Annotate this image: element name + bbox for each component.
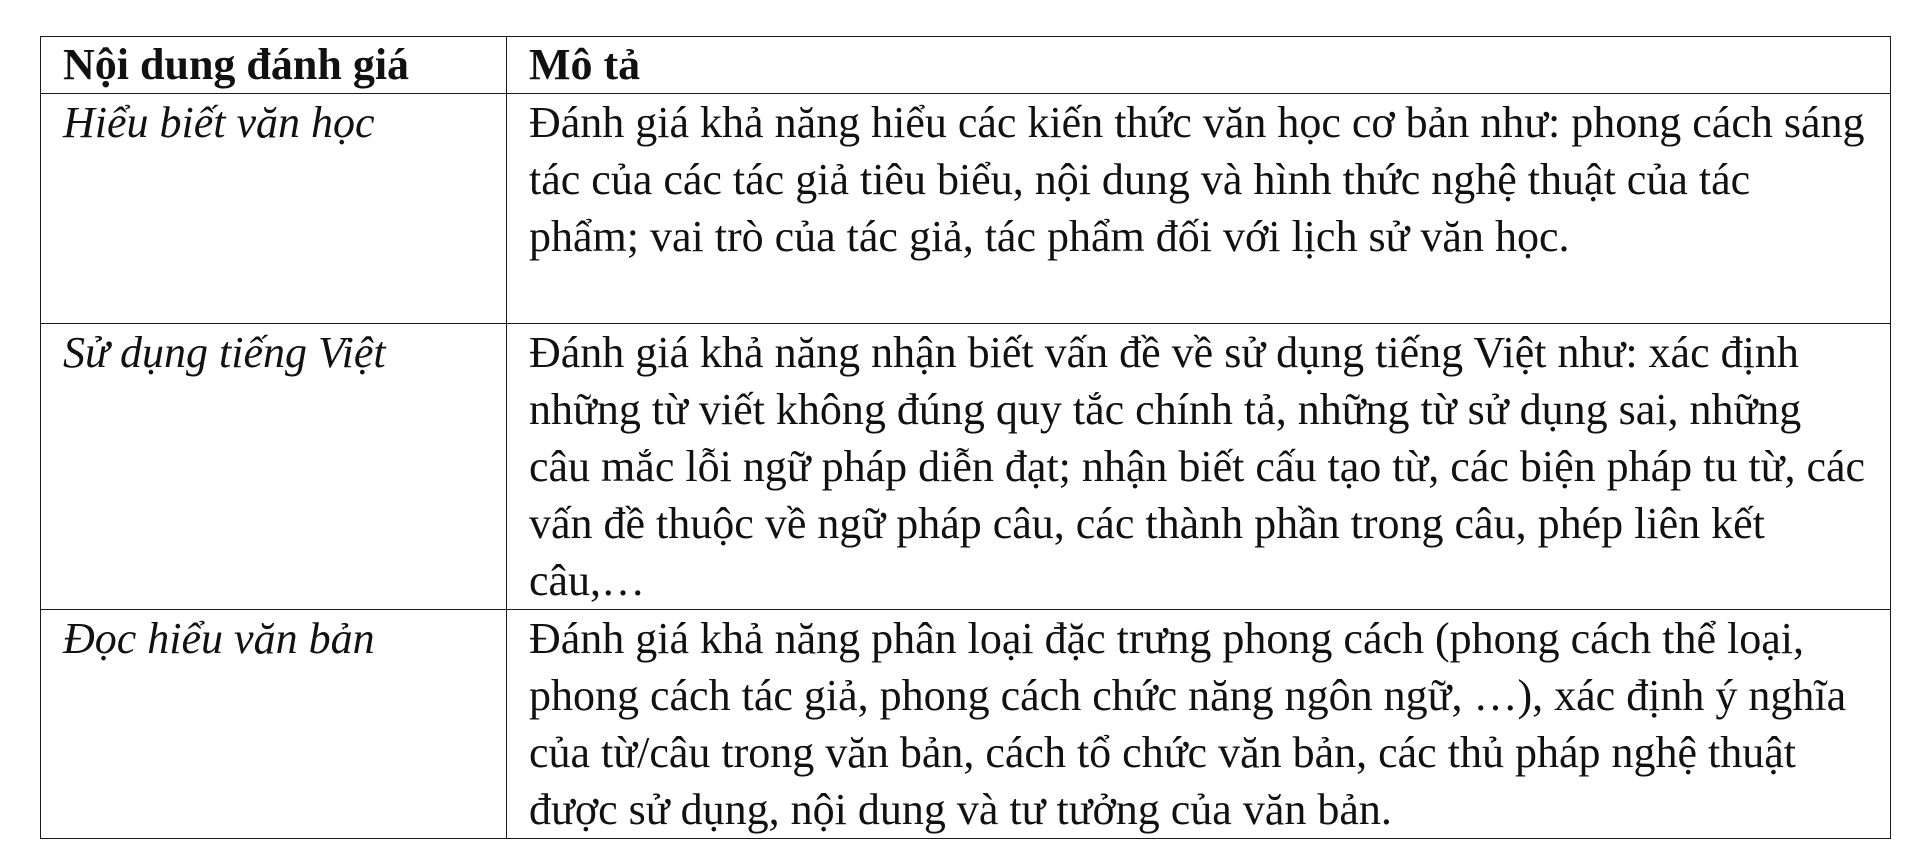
criterion-cell: Đọc hiểu văn bản	[41, 610, 507, 839]
assessment-table	[40, 36, 1891, 839]
table-row	[41, 324, 1891, 610]
criterion-cell: Sử dụng tiếng Việt	[41, 324, 507, 610]
description-cell: Đánh giá khả năng hiểu các kiến thức văn học cơ bản như: phong cách sáng tác của các tác giả tiêu biểu, nội dung và hình thức nghệ thuật của tác phẩm; vai trò của tác giả, tác phẩm đối với lịch sử văn học.	[507, 94, 1891, 324]
table-header-row	[41, 37, 1891, 94]
header-description: Mô tả	[507, 37, 1891, 94]
table-row	[41, 94, 1891, 324]
criterion-cell: Hiểu biết văn học	[41, 94, 507, 324]
table-row	[41, 610, 1891, 839]
description-cell: Đánh giá khả năng phân loại đặc trưng phong cách (phong cách thể loại, phong cách tác giả, phong cách chức năng ngôn ngữ, …), xác định ý nghĩa của từ/câu trong văn bản, cách tổ chức văn bản, các thủ pháp nghệ thuật được sử dụng, nội dung và tư tưởng của văn bản.	[507, 610, 1891, 839]
header-criterion: Nội dung đánh giá	[41, 37, 507, 94]
description-cell: Đánh giá khả năng nhận biết vấn đề về sử dụng tiếng Việt như: xác định những từ viết không đúng quy tắc chính tả, những từ sử dụng sai, những câu mắc lỗi ngữ pháp diễn đạt; nhận biết cấu tạo từ, các biện pháp tu từ, các vấn đề thuộc về ngữ pháp câu, các thành phần trong câu, phép liên kết câu,…	[507, 324, 1891, 610]
